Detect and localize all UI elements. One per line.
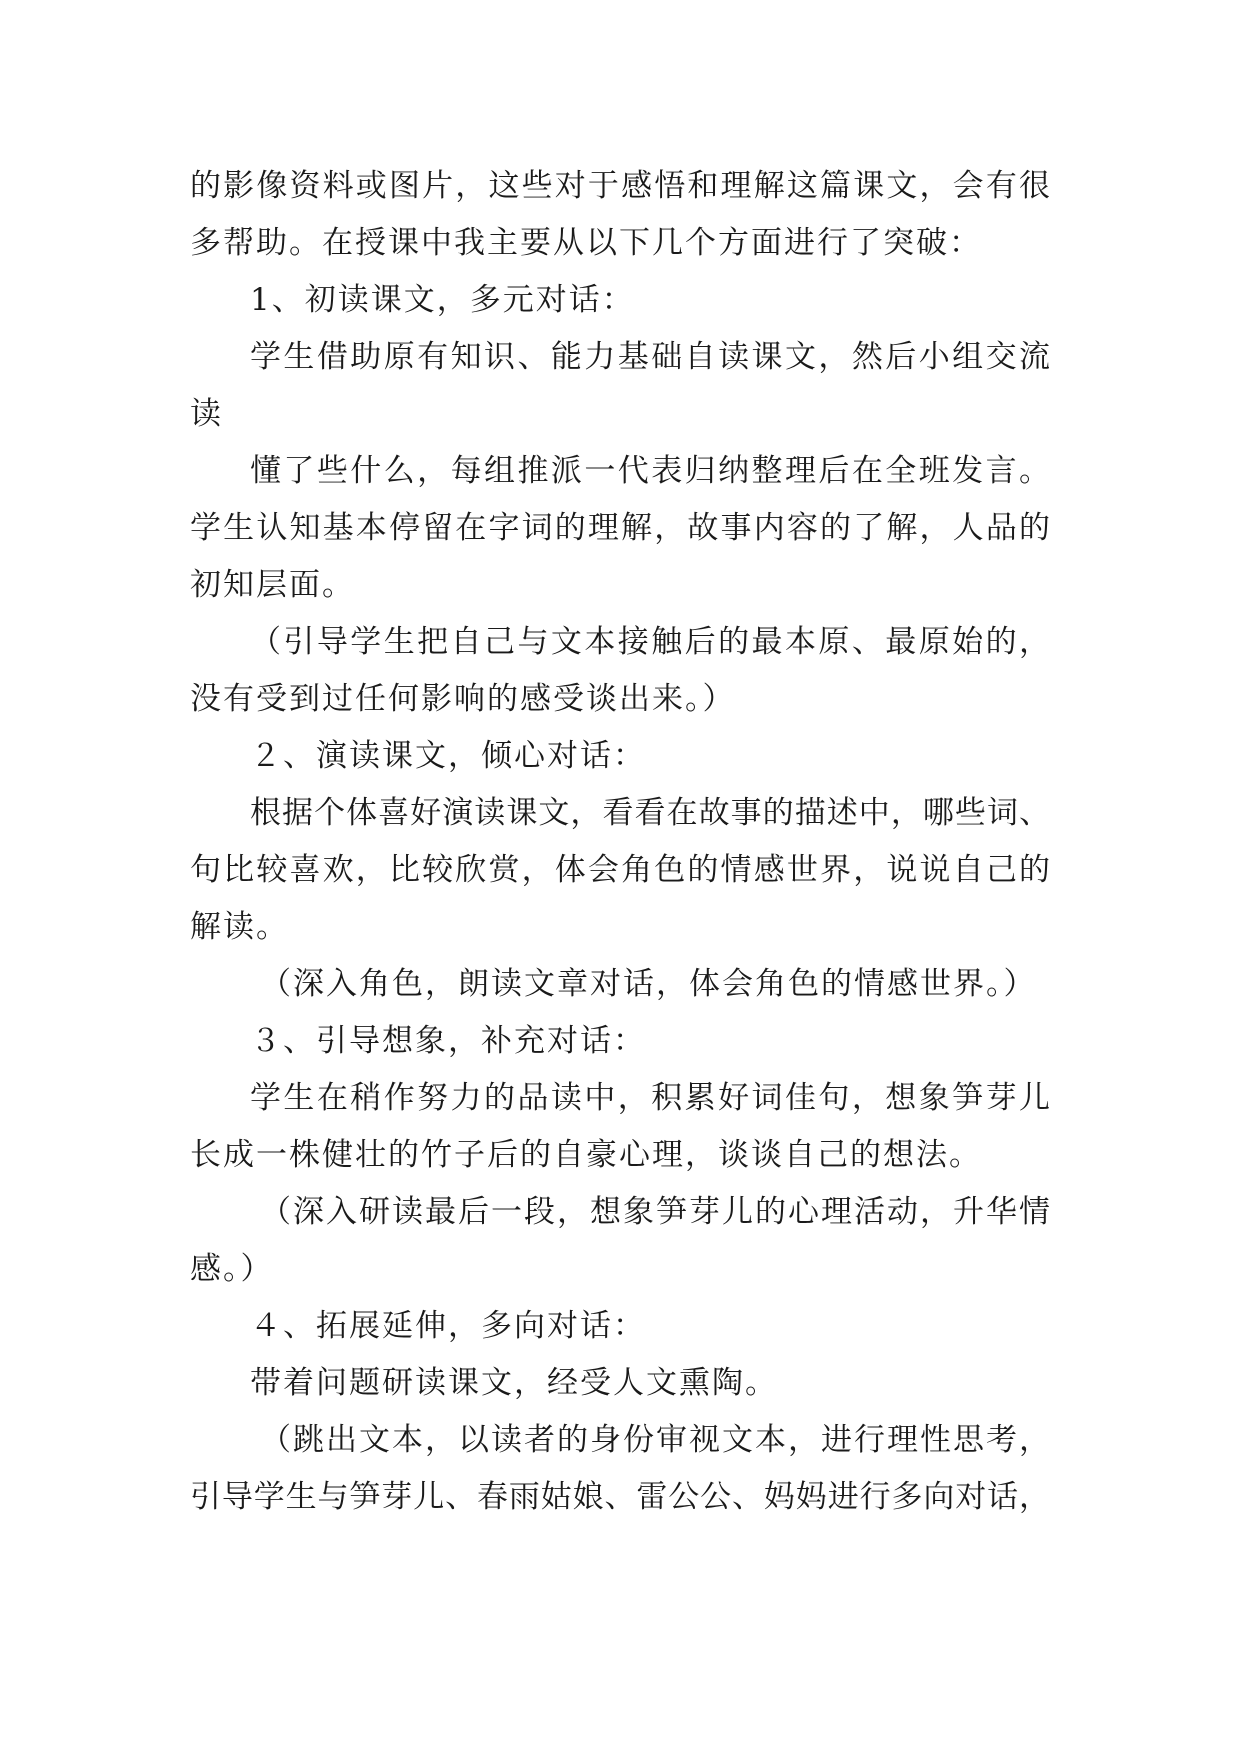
note-line: 感。） [190,1251,274,1287]
note-line: 没有受到过任何影响的感受谈出来。） [190,681,736,717]
section-heading-2: ２、演读课文，倾心对话： [250,738,646,774]
text-line: 根据个体喜好演读课文，看看在故事的描述中，哪些词、 [250,795,1050,831]
text-line: 句比较喜欢，比较欣赏，体会角色的情感世界，说说自己的 [190,852,1050,888]
section-heading-3: ３、引导想象，补充对话： [250,1023,646,1059]
text-line: 多帮助。在授课中我主要从以下几个方面进行了突破： [190,225,982,261]
text-line: 解读。 [190,909,289,945]
text-line: 懂了些什么，每组推派一代表归纳整理后在全班发言。 [250,453,1050,489]
text-line: 学生认知基本停留在字词的理解，故事内容的了解，人品的 [190,510,1050,546]
text-line: 带着问题研读课文，经受人文熏陶。 [250,1365,778,1401]
note-line: 引导学生与笋芽儿、春雨姑娘、雷公公、妈妈进行多向对话， [190,1479,1050,1515]
text-line: 初知层面。 [190,567,355,603]
text-line: 读 [190,396,223,432]
note-line: （深入研读最后一段，想象笋芽儿的心理活动，升华情 [260,1194,1050,1230]
note-line: （引导学生把自己与文本接触后的最本原、最原始的， [250,624,1050,660]
text-line: 学生在稍作努力的品读中，积累好词佳句，想象笋芽儿 [250,1080,1050,1116]
section-heading-1: 1、初读课文，多元对话： [250,282,635,318]
section-heading-4: ４、拓展延伸，多向对话： [250,1308,646,1344]
text-line: 长成一株健壮的竹子后的自豪心理，谈谈自己的想法。 [190,1137,982,1173]
text-line: 学生借助原有知识、能力基础自读课文，然后小组交流 [250,339,1050,375]
note-line: （深入角色，朗读文章对话，体会角色的情感世界。） [260,966,1037,1002]
note-line: （跳出文本，以读者的身份审视文本，进行理性思考， [260,1422,1050,1458]
text-line: 的影像资料或图片，这些对于感悟和理解这篇课文，会有很 [190,168,1050,204]
